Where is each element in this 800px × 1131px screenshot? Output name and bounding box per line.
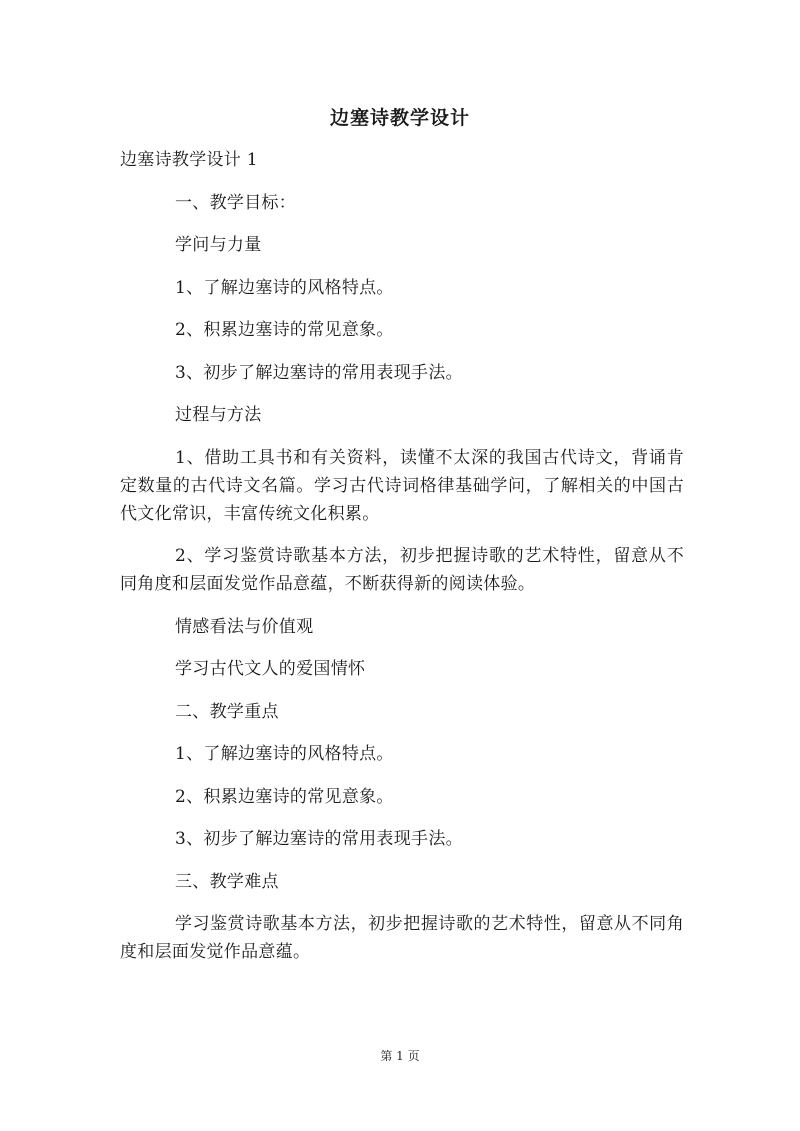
paragraph: 三、教学难点 — [175, 871, 279, 892]
paragraph: 3、初步了解边塞诗的常用表现手法。 — [175, 362, 463, 383]
document-title: 边塞诗教学设计 — [329, 107, 470, 129]
document-body — [120, 146, 684, 966]
paragraph: 1、了解边塞诗的风格特点。 — [175, 744, 394, 764]
paragraph: 1、借助工具书和有关资料，读懂不太深的我国古代诗文，背诵肯定数量的古代诗文名篇。学习古代诗词格律基础学问，了解相关的中国古代文化常识，丰富传统文化积累。 — [120, 447, 684, 524]
paragraph: 学习鉴赏诗歌基本方法，初步把握诗歌的艺术特性，留意从不同角度和层面发觉作品意蕴。 — [120, 914, 684, 962]
paragraph: 一、教学目标： — [175, 192, 297, 213]
paragraph: 学问与力量 — [175, 235, 262, 255]
page-number: 第 1 页 — [380, 1049, 420, 1063]
paragraph: 2、积累边塞诗的常见意象。 — [175, 320, 394, 340]
paragraph: 2、学习鉴赏诗歌基本方法，初步把握诗歌的艺术特性，留意从不同角度和层面发觉作品意蕴，不断获得新的阅读体验。 — [120, 546, 684, 594]
paragraph: 情感看法与价值观 — [175, 616, 314, 637]
paragraph: 3、初步了解边塞诗的常用表现手法。 — [175, 829, 463, 849]
paragraph: 过程与方法 — [175, 405, 262, 425]
paragraph: 学习古代文人的爱国情怀 — [175, 659, 366, 679]
paragraph: 二、教学重点 — [175, 701, 279, 722]
paragraph: 1、了解边塞诗的风格特点。 — [175, 277, 394, 298]
paragraph: 2、积累边塞诗的常见意象。 — [175, 786, 394, 807]
section-heading: 边塞诗教学设计 1 — [120, 150, 258, 170]
